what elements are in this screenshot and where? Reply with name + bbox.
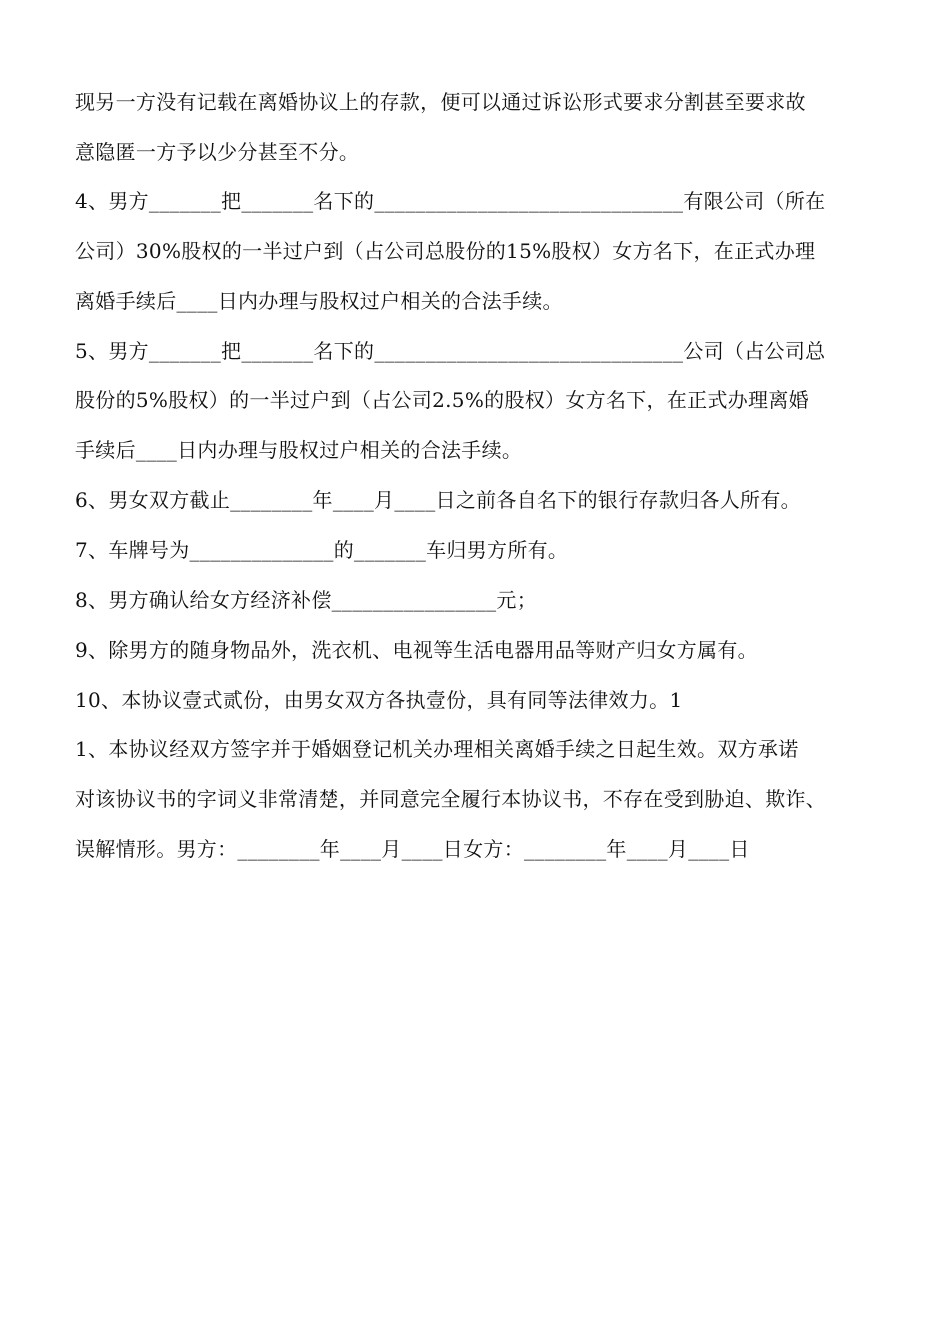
text-line: 4、男方_______把_______名下的______________________________有限公司（所在 (75, 189, 826, 213)
text-line: 6、男女双方截止________年____月____日之前各自名下的银行存款归各人所有。 (75, 488, 801, 512)
text-line: 离婚手续后____日内办理与股权过户相关的合法手续。 (75, 289, 563, 313)
text-line: 8、男方确认给女方经济补偿________________元； (75, 588, 538, 612)
text-line: 股份的5%股权）的一半过户到（占公司2.5%的股权）女方名下，在正式办理离婚 (75, 388, 809, 412)
text-line: 对该协议书的字词义非常清楚，并同意完全履行本协议书，不存在受到胁迫、欺诈、 (75, 787, 827, 811)
text-line: 9、除男方的随身物品外，洗衣机、电视等生活电器用品等财产归女方属有。 (75, 638, 758, 662)
text-line: 现另一方没有记载在离婚协议上的存款，便可以通过诉讼形式要求分割甚至要求故 (75, 90, 806, 114)
text-line: 意隐匿一方予以少分甚至不分。 (75, 140, 360, 164)
text-line: 10、本协议壹式贰份，由男女双方各执壹份，具有同等法律效力。1 (75, 688, 683, 712)
text-line: 手续后____日内办理与股权过户相关的合法手续。 (75, 438, 523, 462)
text-line: 5、男方_______把_______名下的______________________________公司（占公司总 (75, 339, 826, 363)
text-line: 公司）30%股权的一半过户到（占公司总股份的15%股权）女方名下，在正式办理 (75, 239, 816, 263)
text-line: 7、车牌号为______________的_______车归男方所有。 (75, 538, 569, 562)
text-line: 误解情形。男方：________年____月____日女方：________年____月____日 (75, 837, 750, 861)
text-line: 1、本协议经双方签字并于婚姻登记机关办理相关离婚手续之日起生效。双方承诺 (75, 737, 799, 761)
